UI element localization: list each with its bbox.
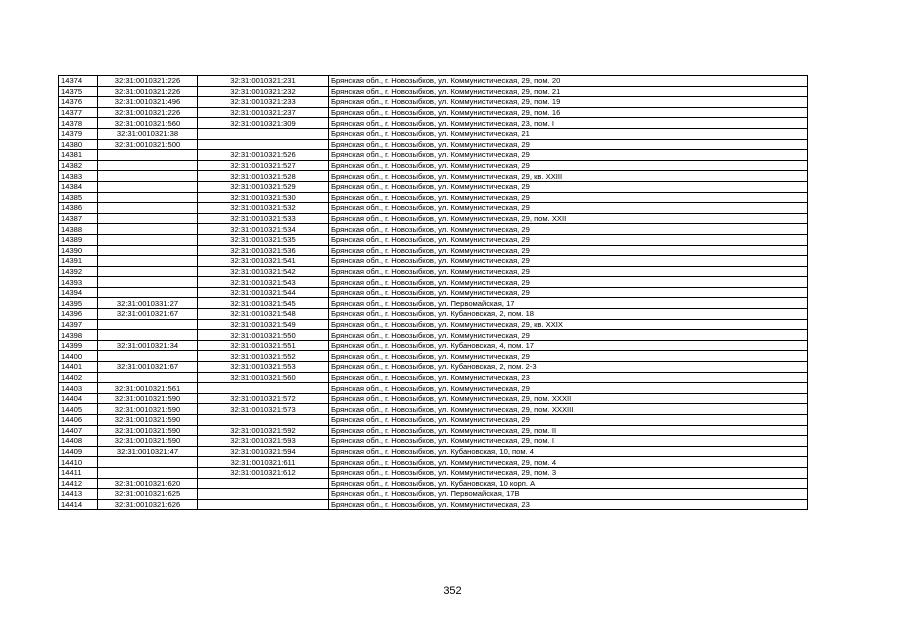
row-number-cell: 14409 <box>59 446 98 457</box>
address-cell: Брянская обл., г. Новозыбков, ул. Коммунистическая, 23 <box>329 499 808 510</box>
row-number-cell: 14412 <box>59 478 98 489</box>
parent-cadastral-number-cell: 32:31:0010321:500 <box>98 139 198 150</box>
table-row <box>59 478 808 489</box>
table-row <box>59 150 808 161</box>
parent-cadastral-number-cell: 32:31:0010321:67 <box>98 309 198 320</box>
table-row <box>59 181 808 192</box>
row-number-cell: 14381 <box>59 150 98 161</box>
address-cell: Брянская обл., г. Новозыбков, ул. Коммунистическая, 29 <box>329 150 808 161</box>
address-cell: Брянская обл., г. Новозыбков, ул. Коммунистическая, 29 <box>329 383 808 394</box>
parent-cadastral-number-cell: 32:31:0010321:34 <box>98 340 198 351</box>
table-row <box>59 107 808 118</box>
address-cell: Брянская обл., г. Новозыбков, ул. Коммунистическая, 29 <box>329 192 808 203</box>
table-row <box>59 86 808 97</box>
address-cell: Брянская обл., г. Новозыбков, ул. Коммунистическая, 29, пом. 4 <box>329 457 808 468</box>
table-row <box>59 404 808 415</box>
cadastral-number-cell: 32:31:0010321:232 <box>198 86 329 97</box>
parent-cadastral-number-cell <box>98 203 198 214</box>
parent-cadastral-number-cell: 32:31:0010321:560 <box>98 118 198 129</box>
table-row <box>59 499 808 510</box>
cadastral-number-cell: 32:31:0010321:592 <box>198 425 329 436</box>
parent-cadastral-number-cell: 32:31:0010321:590 <box>98 436 198 447</box>
row-number-cell: 14390 <box>59 245 98 256</box>
address-cell: Брянская обл., г. Новозыбков, ул. Первомайская, 17 <box>329 298 808 309</box>
table-row <box>59 128 808 139</box>
table-row <box>59 489 808 500</box>
cadastral-number-cell: 32:31:0010321:549 <box>198 319 329 330</box>
cadastral-number-cell: 32:31:0010321:611 <box>198 457 329 468</box>
row-number-cell: 14402 <box>59 372 98 383</box>
address-cell: Брянская обл., г. Новозыбков, ул. Коммунистическая, 29, пом. XXXIII <box>329 404 808 415</box>
table-row <box>59 277 808 288</box>
parent-cadastral-number-cell: 32:31:0010321:226 <box>98 107 198 118</box>
table-row <box>59 393 808 404</box>
address-cell: Брянская обл., г. Новозыбков, ул. Коммунистическая, 23 <box>329 372 808 383</box>
parent-cadastral-number-cell <box>98 266 198 277</box>
address-cell: Брянская обл., г. Новозыбков, ул. Коммунистическая, 29, пом. 21 <box>329 86 808 97</box>
address-cell: Брянская обл., г. Новозыбков, ул. Коммунистическая, 21 <box>329 128 808 139</box>
table-row <box>59 139 808 150</box>
row-number-cell: 14396 <box>59 309 98 320</box>
cadastral-number-cell: 32:31:0010321:593 <box>198 436 329 447</box>
address-cell: Брянская обл., г. Новозыбков, ул. Коммунистическая, 29 <box>329 160 808 171</box>
row-number-cell: 14406 <box>59 415 98 426</box>
row-number-cell: 14403 <box>59 383 98 394</box>
cadastral-number-cell: 32:31:0010321:550 <box>198 330 329 341</box>
cadastral-number-cell: 32:31:0010321:542 <box>198 266 329 277</box>
row-number-cell: 14395 <box>59 298 98 309</box>
row-number-cell: 14386 <box>59 203 98 214</box>
table-row <box>59 319 808 330</box>
parent-cadastral-number-cell: 32:31:0010321:67 <box>98 362 198 373</box>
parent-cadastral-number-cell <box>98 467 198 478</box>
parent-cadastral-number-cell: 32:31:0010321:590 <box>98 415 198 426</box>
cadastral-number-cell: 32:31:0010321:309 <box>198 118 329 129</box>
parent-cadastral-number-cell: 32:31:0010321:620 <box>98 478 198 489</box>
table-row <box>59 298 808 309</box>
cadastral-number-cell <box>198 415 329 426</box>
address-cell: Брянская обл., г. Новозыбков, ул. Коммунистическая, 29, пом. 16 <box>329 107 808 118</box>
cadastral-number-cell: 32:31:0010321:529 <box>198 181 329 192</box>
cadastral-number-cell: 32:31:0010321:541 <box>198 256 329 267</box>
row-number-cell: 14379 <box>59 128 98 139</box>
row-number-cell: 14392 <box>59 266 98 277</box>
table-row <box>59 457 808 468</box>
address-cell: Брянская обл., г. Новозыбков, ул. Коммунистическая, 29, пом. 19 <box>329 97 808 108</box>
parent-cadastral-number-cell <box>98 224 198 235</box>
cadastral-number-cell: 32:31:0010321:527 <box>198 160 329 171</box>
table-row <box>59 436 808 447</box>
table-row <box>59 446 808 457</box>
address-cell: Брянская обл., г. Новозыбков, ул. Кубановская, 10, пом. 4 <box>329 446 808 457</box>
parent-cadastral-number-cell: 32:31:0010321:226 <box>98 86 198 97</box>
parent-cadastral-number-cell <box>98 351 198 362</box>
row-number-cell: 14398 <box>59 330 98 341</box>
parent-cadastral-number-cell: 32:31:0010321:496 <box>98 97 198 108</box>
table-row <box>59 287 808 298</box>
parent-cadastral-number-cell: 32:31:0010321:47 <box>98 446 198 457</box>
row-number-cell: 14374 <box>59 76 98 87</box>
table-row <box>59 340 808 351</box>
cadastral-number-cell: 32:31:0010321:533 <box>198 213 329 224</box>
row-number-cell: 14387 <box>59 213 98 224</box>
cadastral-number-cell <box>198 128 329 139</box>
parent-cadastral-number-cell <box>98 457 198 468</box>
cadastral-number-cell: 32:31:0010321:594 <box>198 446 329 457</box>
cadastral-number-cell: 32:31:0010321:237 <box>198 107 329 118</box>
table-row <box>59 351 808 362</box>
row-number-cell: 14410 <box>59 457 98 468</box>
row-number-cell: 14385 <box>59 192 98 203</box>
parent-cadastral-number-cell: 32:31:0010321:590 <box>98 393 198 404</box>
address-cell: Брянская обл., г. Новозыбков, ул. Коммунистическая, 29 <box>329 245 808 256</box>
table-row <box>59 256 808 267</box>
row-number-cell: 14401 <box>59 362 98 373</box>
address-cell: Брянская обл., г. Новозыбков, ул. Коммунистическая, 29 <box>329 224 808 235</box>
address-cell: Брянская обл., г. Новозыбков, ул. Коммунистическая, 29 <box>329 330 808 341</box>
table-row <box>59 362 808 373</box>
cadastral-number-cell <box>198 489 329 500</box>
cadastral-number-cell <box>198 383 329 394</box>
cadastral-number-cell: 32:31:0010321:553 <box>198 362 329 373</box>
address-cell: Брянская обл., г. Новозыбков, ул. Коммунистическая, 29 <box>329 256 808 267</box>
table-row <box>59 224 808 235</box>
parent-cadastral-number-cell <box>98 171 198 182</box>
address-cell: Брянская обл., г. Новозыбков, ул. Коммунистическая, 29 <box>329 287 808 298</box>
table-row <box>59 192 808 203</box>
table-row <box>59 383 808 394</box>
table-row <box>59 203 808 214</box>
address-cell: Брянская обл., г. Новозыбков, ул. Коммунистическая, 29, кв. XXIII <box>329 171 808 182</box>
table-row <box>59 234 808 245</box>
address-cell: Брянская обл., г. Новозыбков, ул. Коммунистическая, 29 <box>329 234 808 245</box>
row-number-cell: 14407 <box>59 425 98 436</box>
cadastral-number-cell: 32:31:0010321:535 <box>198 234 329 245</box>
address-cell: Брянская обл., г. Новозыбков, ул. Коммунистическая, 29 <box>329 351 808 362</box>
cadastral-number-cell: 32:31:0010321:543 <box>198 277 329 288</box>
row-number-cell: 14400 <box>59 351 98 362</box>
row-number-cell: 14393 <box>59 277 98 288</box>
parent-cadastral-number-cell: 32:31:0010321:626 <box>98 499 198 510</box>
cadastral-number-cell: 32:31:0010321:231 <box>198 76 329 87</box>
address-cell: Брянская обл., г. Новозыбков, ул. Кубановская, 2, пом. 18 <box>329 309 808 320</box>
parent-cadastral-number-cell <box>98 245 198 256</box>
cadastral-number-cell: 32:31:0010321:530 <box>198 192 329 203</box>
cadastral-number-cell: 32:31:0010321:572 <box>198 393 329 404</box>
parent-cadastral-number-cell <box>98 234 198 245</box>
cadastral-table <box>58 75 808 510</box>
parent-cadastral-number-cell: 32:31:0010321:625 <box>98 489 198 500</box>
address-cell: Брянская обл., г. Новозыбков, ул. Кубановская, 2, пом. 2-3 <box>329 362 808 373</box>
cadastral-number-cell: 32:31:0010321:532 <box>198 203 329 214</box>
cadastral-number-cell: 32:31:0010321:545 <box>198 298 329 309</box>
row-number-cell: 14404 <box>59 393 98 404</box>
table-row <box>59 425 808 436</box>
table-row <box>59 213 808 224</box>
address-cell: Брянская обл., г. Новозыбков, ул. Коммунистическая, 29 <box>329 203 808 214</box>
cadastral-number-cell: 32:31:0010321:233 <box>198 97 329 108</box>
cadastral-number-cell: 32:31:0010321:612 <box>198 467 329 478</box>
row-number-cell: 14388 <box>59 224 98 235</box>
parent-cadastral-number-cell <box>98 372 198 383</box>
cadastral-number-cell: 32:31:0010321:526 <box>198 150 329 161</box>
address-cell: Брянская обл., г. Новозыбков, ул. Коммунистическая, 29 <box>329 266 808 277</box>
parent-cadastral-number-cell: 32:31:0010321:590 <box>98 425 198 436</box>
address-cell: Брянская обл., г. Новозыбков, ул. Кубановская, 10 корп. А <box>329 478 808 489</box>
address-cell: Брянская обл., г. Новозыбков, ул. Коммунистическая, 29, кв. XXIX <box>329 319 808 330</box>
table-row <box>59 309 808 320</box>
address-cell: Брянская обл., г. Новозыбков, ул. Коммунистическая, 29, пом. 20 <box>329 76 808 87</box>
page-number: 352 <box>443 585 462 597</box>
table-body <box>59 76 808 510</box>
parent-cadastral-number-cell <box>98 319 198 330</box>
cadastral-number-cell: 32:31:0010321:534 <box>198 224 329 235</box>
row-number-cell: 14399 <box>59 340 98 351</box>
table-row <box>59 415 808 426</box>
row-number-cell: 14397 <box>59 319 98 330</box>
cadastral-number-cell: 32:31:0010321:560 <box>198 372 329 383</box>
table-row <box>59 372 808 383</box>
address-cell: Брянская обл., г. Новозыбков, ул. Первомайская, 17В <box>329 489 808 500</box>
cadastral-number-cell: 32:31:0010321:544 <box>198 287 329 298</box>
parent-cadastral-number-cell <box>98 192 198 203</box>
parent-cadastral-number-cell <box>98 277 198 288</box>
parent-cadastral-number-cell <box>98 213 198 224</box>
address-cell: Брянская обл., г. Новозыбков, ул. Коммунистическая, 29, пом. I <box>329 436 808 447</box>
address-cell: Брянская обл., г. Новозыбков, ул. Коммунистическая, 29, пом. 3 <box>329 467 808 478</box>
parent-cadastral-number-cell: 32:31:0010321:590 <box>98 404 198 415</box>
row-number-cell: 14375 <box>59 86 98 97</box>
cadastral-number-cell: 32:31:0010321:552 <box>198 351 329 362</box>
parent-cadastral-number-cell <box>98 256 198 267</box>
table-row <box>59 118 808 129</box>
cadastral-number-cell: 32:31:0010321:548 <box>198 309 329 320</box>
row-number-cell: 14405 <box>59 404 98 415</box>
cadastral-number-cell <box>198 478 329 489</box>
row-number-cell: 14411 <box>59 467 98 478</box>
row-number-cell: 14380 <box>59 139 98 150</box>
row-number-cell: 14413 <box>59 489 98 500</box>
address-cell: Брянская обл., г. Новозыбков, ул. Кубановская, 4, пом. 17 <box>329 340 808 351</box>
parent-cadastral-number-cell <box>98 150 198 161</box>
parent-cadastral-number-cell <box>98 160 198 171</box>
table-row <box>59 467 808 478</box>
parent-cadastral-number-cell <box>98 287 198 298</box>
row-number-cell: 14384 <box>59 181 98 192</box>
address-cell: Брянская обл., г. Новозыбков, ул. Коммунистическая, 29 <box>329 139 808 150</box>
row-number-cell: 14389 <box>59 234 98 245</box>
parent-cadastral-number-cell: 32:31:0010321:38 <box>98 128 198 139</box>
table-row <box>59 266 808 277</box>
row-number-cell: 14383 <box>59 171 98 182</box>
parent-cadastral-number-cell: 32:31:0010321:561 <box>98 383 198 394</box>
table-row <box>59 171 808 182</box>
cadastral-number-cell <box>198 139 329 150</box>
cadastral-number-cell: 32:31:0010321:536 <box>198 245 329 256</box>
row-number-cell: 14376 <box>59 97 98 108</box>
address-cell: Брянская обл., г. Новозыбков, ул. Коммунистическая, 29, пом. XXII <box>329 213 808 224</box>
row-number-cell: 14377 <box>59 107 98 118</box>
parent-cadastral-number-cell <box>98 330 198 341</box>
row-number-cell: 14408 <box>59 436 98 447</box>
row-number-cell: 14391 <box>59 256 98 267</box>
parent-cadastral-number-cell: 32:31:0010321:226 <box>98 76 198 87</box>
row-number-cell: 14394 <box>59 287 98 298</box>
address-cell: Брянская обл., г. Новозыбков, ул. Коммунистическая, 29 <box>329 415 808 426</box>
table-row <box>59 76 808 87</box>
address-cell: Брянская обл., г. Новозыбков, ул. Коммунистическая, 29, пом. XXXII <box>329 393 808 404</box>
cadastral-number-cell: 32:31:0010321:573 <box>198 404 329 415</box>
parent-cadastral-number-cell <box>98 181 198 192</box>
cadastral-number-cell <box>198 499 329 510</box>
table-row <box>59 97 808 108</box>
row-number-cell: 14414 <box>59 499 98 510</box>
parent-cadastral-number-cell: 32:31:0010331:27 <box>98 298 198 309</box>
table-row <box>59 160 808 171</box>
table-row <box>59 330 808 341</box>
address-cell: Брянская обл., г. Новозыбков, ул. Коммунистическая, 29 <box>329 277 808 288</box>
address-cell: Брянская обл., г. Новозыбков, ул. Коммунистическая, 29 <box>329 181 808 192</box>
cadastral-number-cell: 32:31:0010321:551 <box>198 340 329 351</box>
row-number-cell: 14378 <box>59 118 98 129</box>
table-row <box>59 245 808 256</box>
address-cell: Брянская обл., г. Новозыбков, ул. Коммунистическая, 29, пом. II <box>329 425 808 436</box>
address-cell: Брянская обл., г. Новозыбков, ул. Коммунистическая, 23, пом. I <box>329 118 808 129</box>
cadastral-number-cell: 32:31:0010321:528 <box>198 171 329 182</box>
row-number-cell: 14382 <box>59 160 98 171</box>
